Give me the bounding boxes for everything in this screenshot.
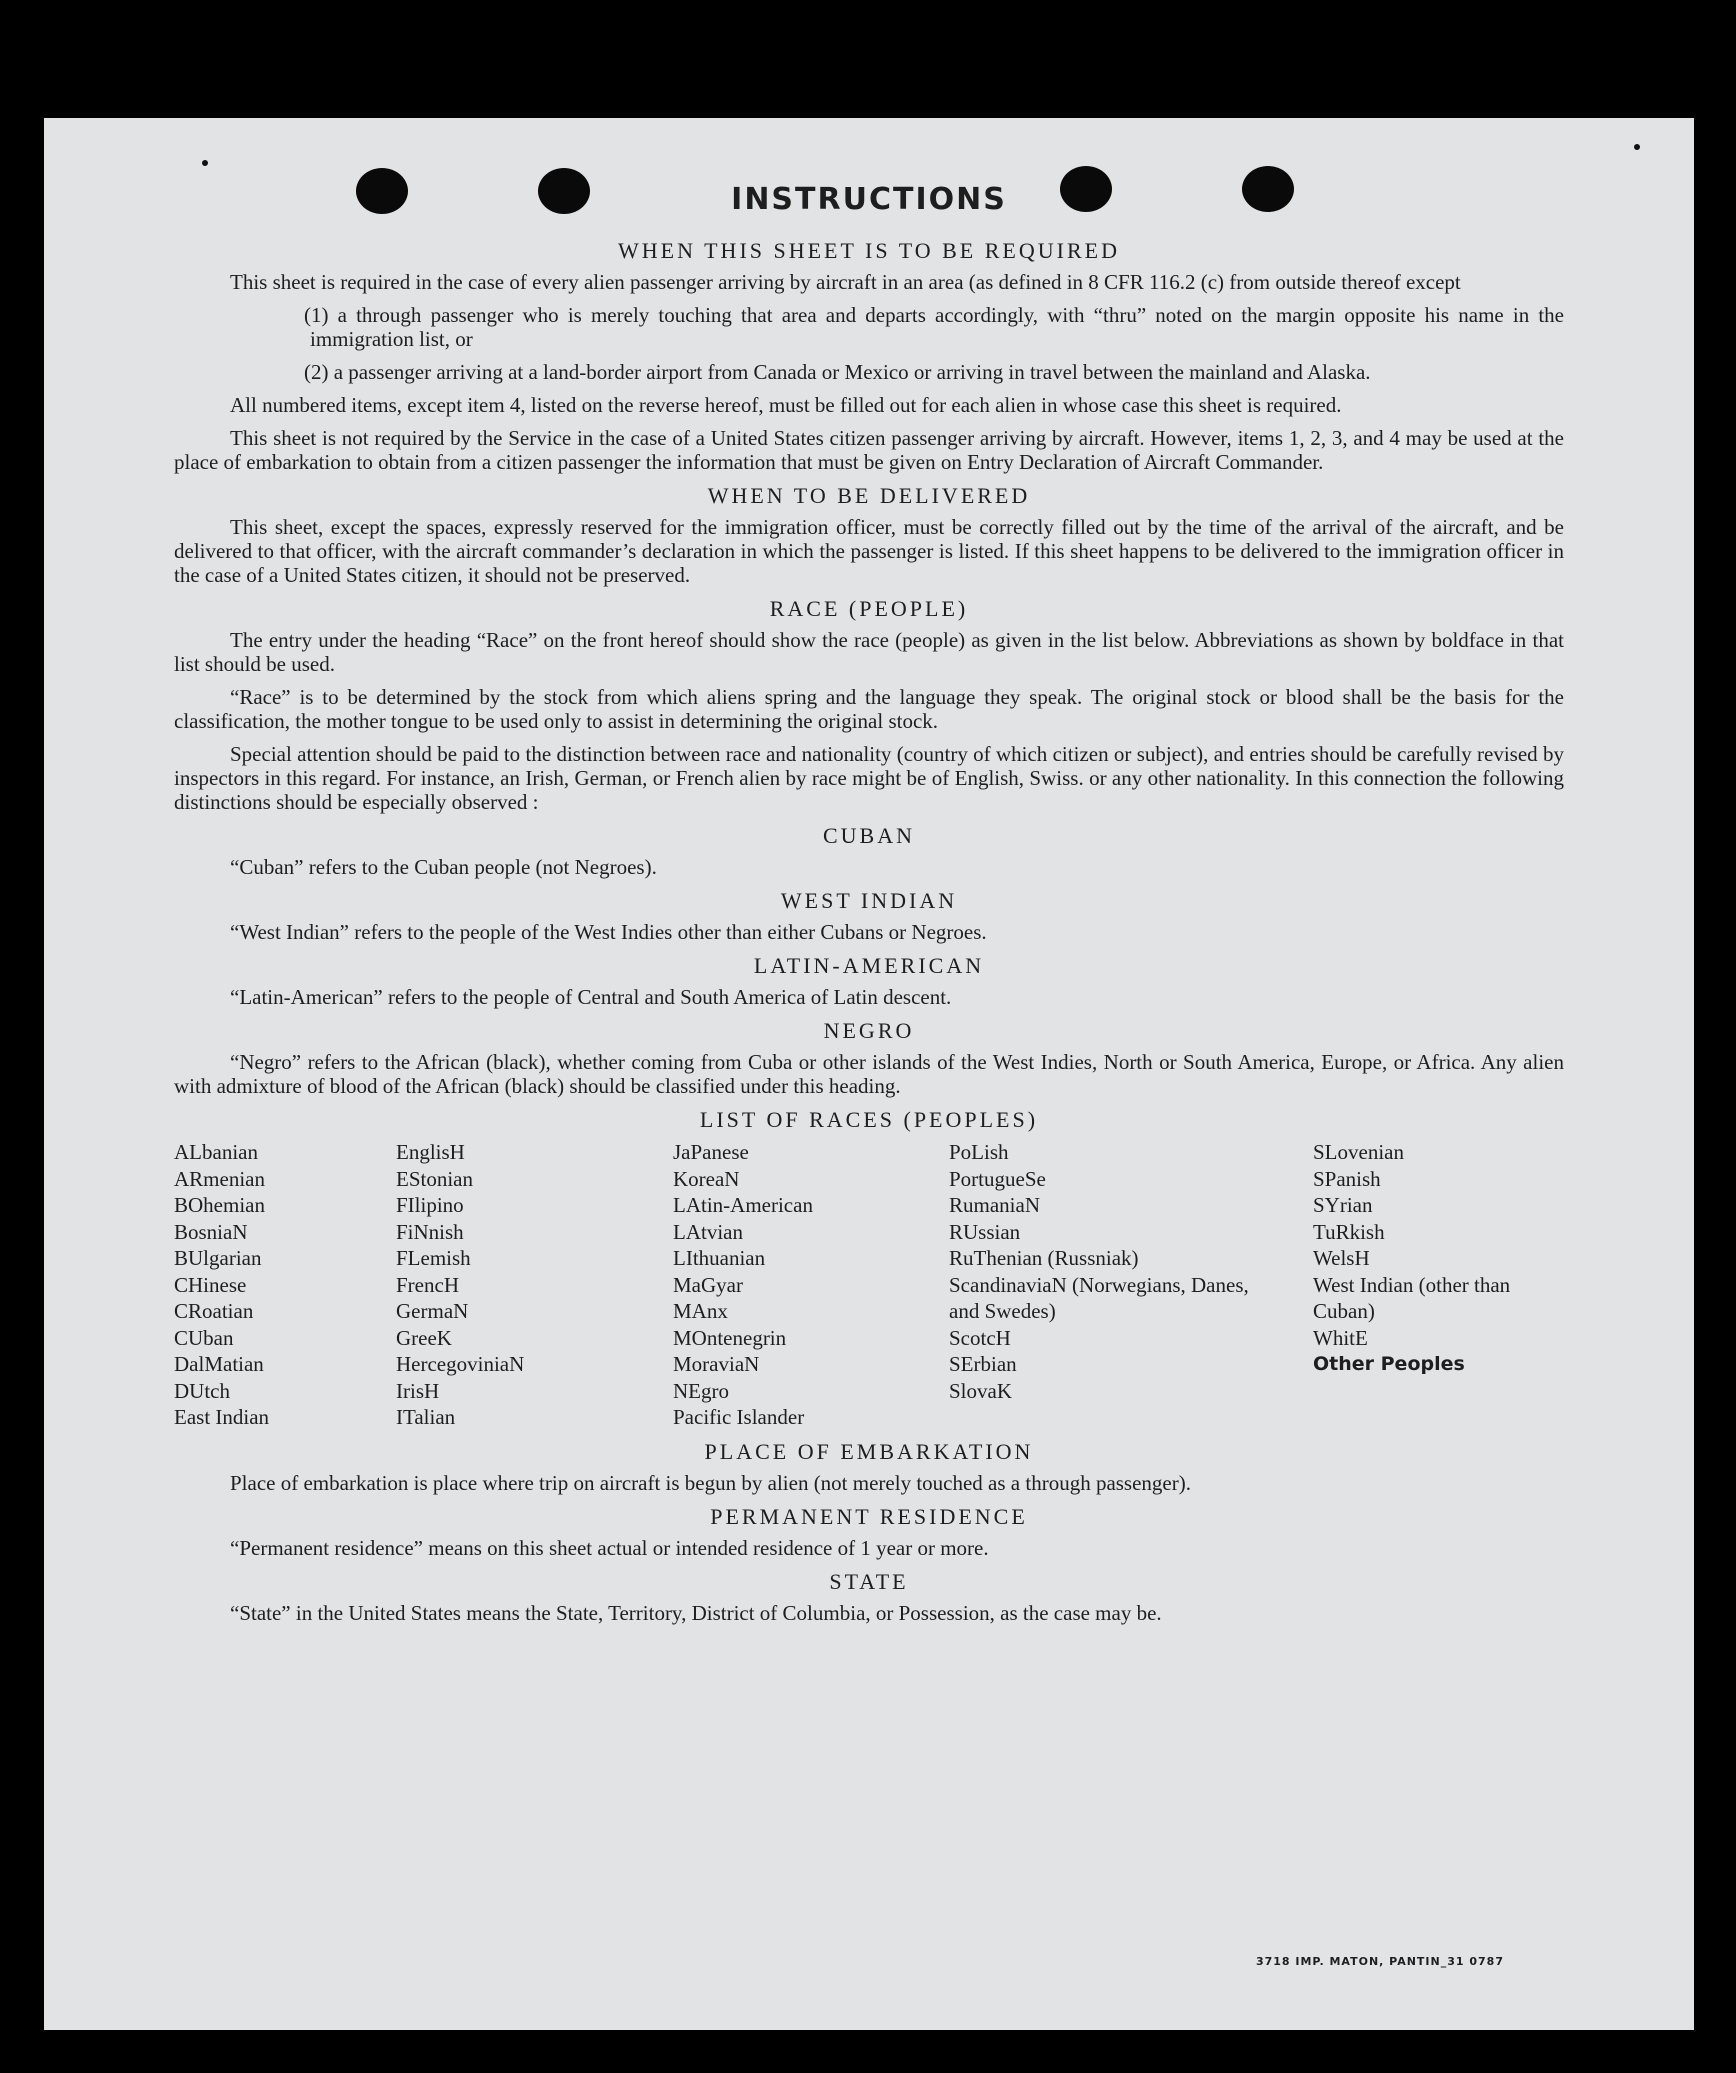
race-item: NEgro — [673, 1378, 729, 1403]
race-item: HercegoviniaN — [396, 1352, 525, 1376]
race-item: FrencH — [396, 1272, 459, 1297]
section-heading: RACE (PEOPLE) — [769, 596, 969, 621]
race-item: MaGyar — [673, 1272, 743, 1297]
section-heading: LIST OF RACES (PEOPLES) — [699, 1107, 1039, 1132]
race-item: BosniaN — [174, 1219, 248, 1244]
race-item: FLemish — [396, 1246, 471, 1270]
section-heading: STATE — [829, 1568, 909, 1594]
race-item: LIthuanian — [673, 1246, 766, 1270]
paragraph: “West Indian” refers to the people of the West Indies other than either Cubans or Negroes. — [230, 920, 987, 944]
paragraph: “Negro” refers to the African (black), whether coming from Cuba or other islands of the West Indies, North or South America, Europe, or Africa. Any alien with admixture of blood of the African (black) should be classified under this heading. — [174, 1050, 1564, 1098]
paragraph: This sheet, except the spaces, expressly reserved for the immigration officer, must be correctly filled out by the time of the arrival of the aircraft, and be delivered to that officer, with the aircraft commander’s declaration in which the passenger is listed. If this sheet happens to be delivered to the immigration officer in the case of a United States citizen, it should not be preserved. — [174, 515, 1564, 587]
race-item: FiNnish — [396, 1219, 464, 1244]
race-item: SLovenian — [1313, 1140, 1404, 1164]
races-column — [673, 1139, 949, 1431]
race-item: GreeK — [396, 1325, 452, 1350]
section-heading: PERMANENT RESIDENCE — [710, 1503, 1028, 1529]
list-item: (2) a passenger arriving at a land-border airport from Canada or Mexico or arriving in travel between the mainland and Alaska. — [304, 360, 1371, 384]
race-item: FIlipino — [396, 1193, 464, 1217]
race-item: MAnx — [673, 1299, 728, 1323]
race-item: EnglisH — [396, 1140, 465, 1164]
race-item: Pacific Islander — [673, 1405, 805, 1429]
race-item: RuThenian (Russniak) — [949, 1246, 1139, 1270]
paragraph: “Permanent residence” means on this sheet actual or intended residence of 1 year or more. — [230, 1535, 989, 1560]
race-item: PoLish — [949, 1140, 1009, 1164]
races-column — [1313, 1139, 1563, 1431]
race-item: KoreaN — [673, 1166, 740, 1191]
race-item: SYrian — [1313, 1193, 1373, 1217]
race-item: SlovaK — [949, 1378, 1012, 1403]
race-item: TuRkish — [1313, 1219, 1385, 1244]
section-heading: WHEN THIS SHEET IS TO BE REQUIRED — [618, 238, 1120, 263]
race-item: ScotcH — [949, 1325, 1011, 1350]
race-item: RumaniaN — [949, 1193, 1040, 1217]
paragraph: This sheet is not required by the Service in the case of a United States citizen passenger arriving by aircraft. However, items 1, 2, 3, and 4 may be used at the place of embarkation to obtain from a citizen passenger the information that must be given on Entry Declaration of Aircraft Commander. — [174, 426, 1564, 474]
race-item: PortugueSe — [949, 1166, 1046, 1191]
race-item: LAtvian — [673, 1219, 743, 1244]
section-heading: NEGRO — [823, 1018, 915, 1043]
race-item: IrisH — [396, 1378, 440, 1403]
speck — [202, 160, 208, 166]
paragraph: All numbered items, except item 4, listed on the reverse hereof, must be filled out for each alien in whose case this sheet is required. — [230, 393, 1342, 417]
paragraph: Place of embarkation is place where trip on aircraft is begun by alien (not merely touched as a through passenger). — [230, 1470, 1191, 1495]
race-item: Other Peoples — [1313, 1353, 1465, 1375]
race-item: DUtch — [174, 1378, 230, 1403]
page-title: INSTRUCTIONS — [731, 182, 1007, 217]
race-item: EStonian — [396, 1166, 473, 1191]
race-item: CHinese — [174, 1272, 247, 1297]
race-item: WhitE — [1313, 1325, 1368, 1350]
paragraph: “State” in the United States means the State, Territory, District of Columbia, or Possession, as the case may be. — [230, 1600, 1162, 1625]
section-heading: CUBAN — [822, 823, 915, 848]
speck — [1634, 144, 1640, 150]
section-heading: PLACE OF EMBARKATION — [704, 1438, 1034, 1464]
race-item: BOhemian — [174, 1193, 265, 1217]
paragraph: This sheet is required in the case of every alien passenger arriving by aircraft in an area (as defined in 8 CFR 116.2 (c) from outside thereof except — [230, 270, 1461, 294]
races-column — [174, 1139, 396, 1431]
race-item: ITalian — [396, 1405, 456, 1429]
races-column — [949, 1139, 1313, 1431]
race-item: MOntenegrin — [673, 1325, 787, 1350]
document-sheet — [44, 118, 1694, 2030]
races-table — [174, 1139, 1564, 1431]
race-item: JaPanese — [673, 1140, 749, 1164]
paragraph: The entry under the heading “Race” on the front hereof should show the race (people) as given in the list below. Abbreviations as shown by boldface in that list should be used. — [174, 628, 1564, 676]
race-item: East Indian — [174, 1405, 270, 1429]
race-item: BUlgarian — [174, 1246, 262, 1270]
paragraph: “Latin-American” refers to the people of Central and South America of Latin descent. — [230, 985, 952, 1009]
race-item: SPanish — [1313, 1166, 1381, 1191]
race-item: MoraviaN — [673, 1352, 760, 1376]
race-item: WelsH — [1313, 1246, 1370, 1270]
list-item: (1) a through passenger who is merely touching that area and departs accordingly, with “thru” noted on the margin opposite his name in the immigration list, or — [304, 303, 1564, 351]
printer-imprint: 3718 IMP. MATON, PANTIN_31 0787 — [1255, 1955, 1504, 1968]
section-heading: LATIN-AMERICAN — [753, 953, 985, 978]
race-item: ScandinaviaN (Norwegians, Danes, and Swedes) — [949, 1272, 1249, 1323]
race-item: LAtin-American — [673, 1193, 813, 1217]
race-item: SErbian — [949, 1352, 1017, 1376]
instructions-body — [174, 230, 1564, 1634]
section-heading: WEST INDIAN — [780, 888, 958, 913]
race-item: CUban — [174, 1325, 234, 1350]
race-item: RUssian — [949, 1219, 1021, 1244]
paragraph: “Race” is to be determined by the stock from which aliens spring and the language they speak. The original stock or blood shall be the basis for the classification, the mother tongue to be used only to assist in determining the original stock. — [174, 685, 1564, 733]
race-item: ARmenian — [174, 1166, 265, 1191]
race-item: West Indian (other than Cuban) — [1313, 1272, 1511, 1323]
race-item: ALbanian — [174, 1140, 258, 1164]
race-item: GermaN — [396, 1299, 469, 1323]
race-item: CRoatian — [174, 1299, 254, 1323]
race-item: DalMatian — [174, 1352, 264, 1376]
paragraph: “Cuban” refers to the Cuban people (not Negroes). — [230, 855, 657, 879]
races-column — [396, 1139, 673, 1431]
section-heading: WHEN TO BE DELIVERED — [707, 483, 1031, 508]
paragraph: Special attention should be paid to the distinction between race and nationality (country of which citizen or subject), and entries should be carefully revised by inspectors in this regard. For instance, an Irish, German, or French alien by race might be of English, Swiss. or any other nationality. In this connection the following distinctions should be especially observed : — [174, 742, 1564, 814]
